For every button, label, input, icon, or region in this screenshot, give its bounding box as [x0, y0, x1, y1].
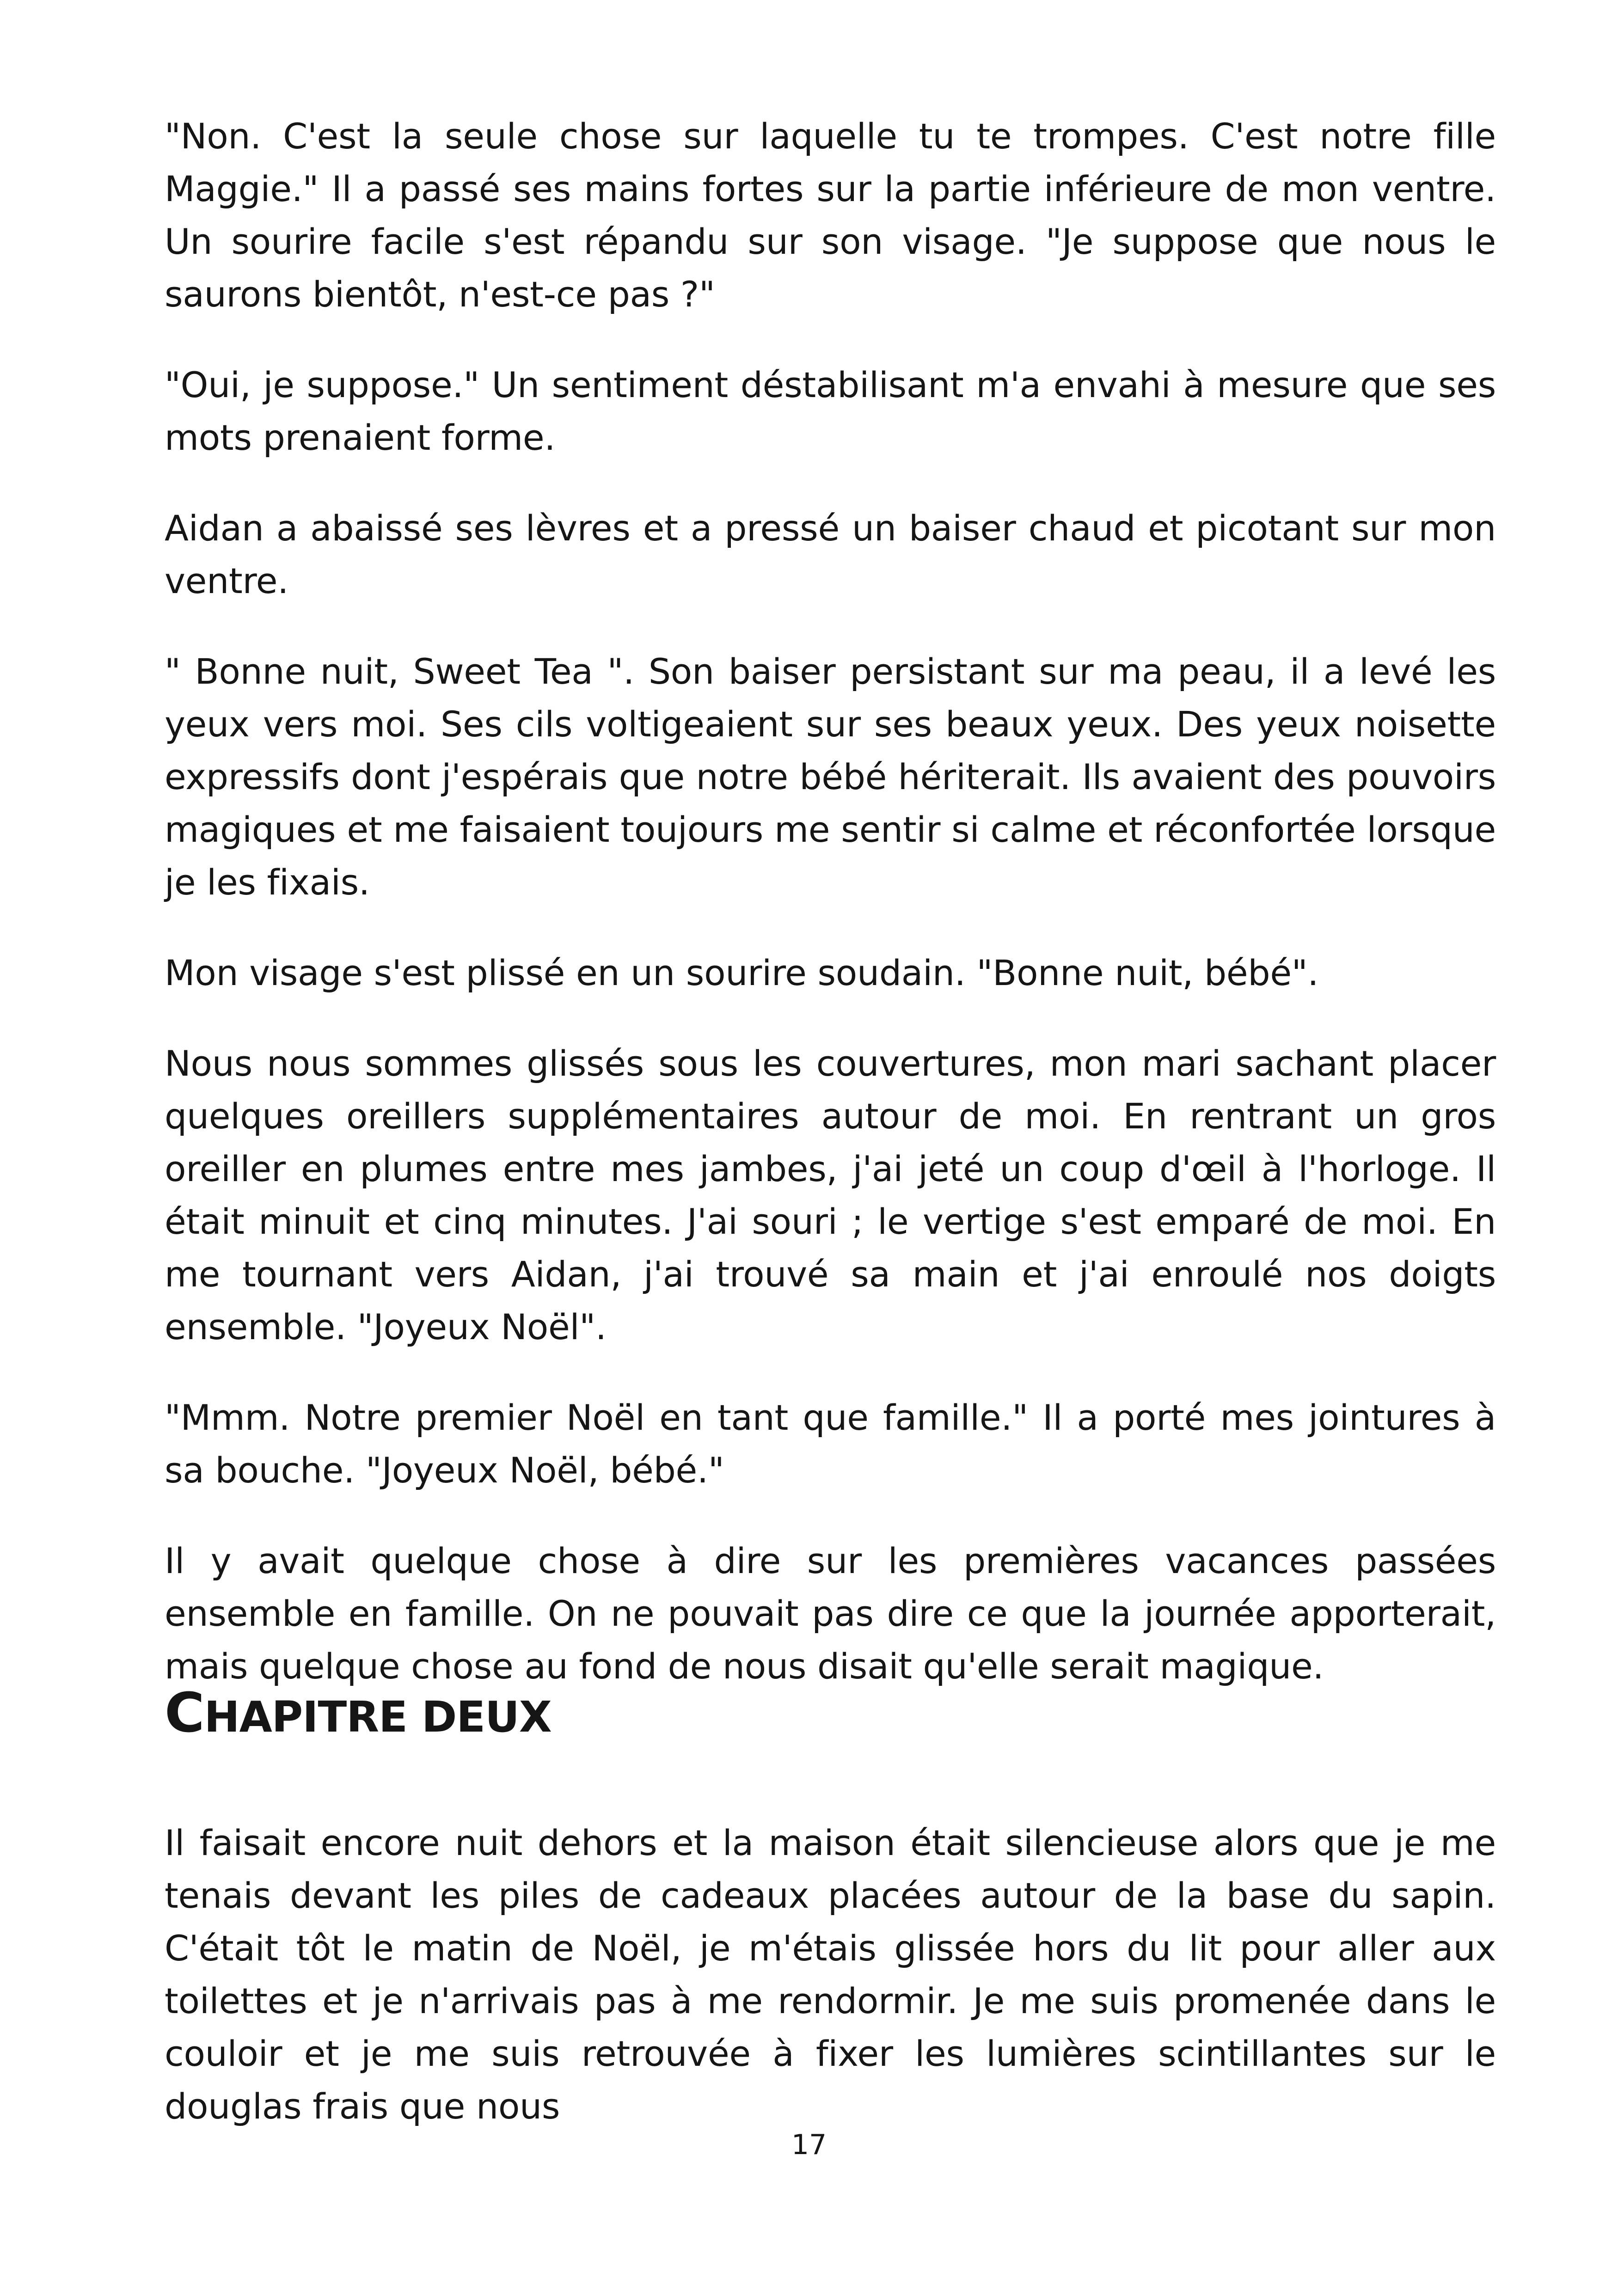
chapter-title-initial: C	[165, 1681, 204, 1745]
paragraph: "Non. C'est la seule chose sur laquelle tu te trompes. C'est notre fille Maggie." Il a passé ses mains fortes sur la partie inférieure de mon ventre. Un sourire facile s'est répandu sur son visage. "Je suppose que nous le saurons bientôt, n'est-ce pas ?"	[165, 116, 1496, 315]
chapter-title	[165, 1683, 552, 1747]
page-number: 17	[791, 2129, 827, 2161]
chapter-title-rest: HAPITRE DEUX	[204, 1692, 552, 1742]
text-block	[165, 110, 1496, 1731]
paragraph: "Mmm. Notre premier Noël en tant que famille." Il a porté mes jointures à sa bouche. "Joyeux Noël, bébé."	[165, 1397, 1496, 1491]
paragraph: Mon visage s'est plissé en un sourire soudain. "Bonne nuit, bébé".	[165, 952, 1319, 993]
chapter-paragraph: Il faisait encore nuit dehors et la maison était silencieuse alors que je me tenais devant les piles de cadeaux placées autour de la base du sapin. C'était tôt le matin de Noël, je m'étais glissée hors du lit pour aller aux toilettes et je n'arrivais pas à me rendormir. Je me suis promenée dans le couloir et je me suis retrouvée à fixer les lumières scintillantes sur le douglas frais que nous	[165, 1822, 1496, 2127]
paragraph: "Oui, je suppose." Un sentiment déstabilisant m'a envahi à mesure que ses mots prenaient forme.	[165, 364, 1496, 458]
chapter-body	[165, 1817, 1496, 2171]
paragraph: Il y avait quelque chose à dire sur les premières vacances passées ensemble en famille. On ne pouvait pas dire ce que la journée apporterait, mais quelque chose au fond de nous disait qu'elle serait magique.	[165, 1540, 1496, 1687]
paragraph: " Bonne nuit, Sweet Tea ". Son baiser persistant sur ma peau, il a levé les yeux vers moi. Ses cils voltigeaient sur ses beaux yeux. Des yeux noisette expressifs dont j'espérais que notre bébé hériterait. Ils avaient des pouvoirs magiques et me faisaient toujours me sentir si calme et réconfortée lorsque je les fixais.	[165, 651, 1496, 903]
paragraph: Nous nous sommes glissés sous les couvertures, mon mari sachant placer quelques oreillers supplémentaires autour de moi. En rentrant un gros oreiller en plumes entre mes jambes, j'ai jeté un coup d'œil à l'horloge. Il était minuit et cinq minutes. J'ai souri ; le vertige s'est emparé de moi. En me tournant vers Aidan, j'ai trouvé sa main et j'ai enroulé nos doigts ensemble. "Joyeux Noël".	[165, 1043, 1496, 1347]
paragraph: Aidan a abaissé ses lèvres et a pressé un baiser chaud et picotant sur mon ventre.	[165, 508, 1496, 601]
